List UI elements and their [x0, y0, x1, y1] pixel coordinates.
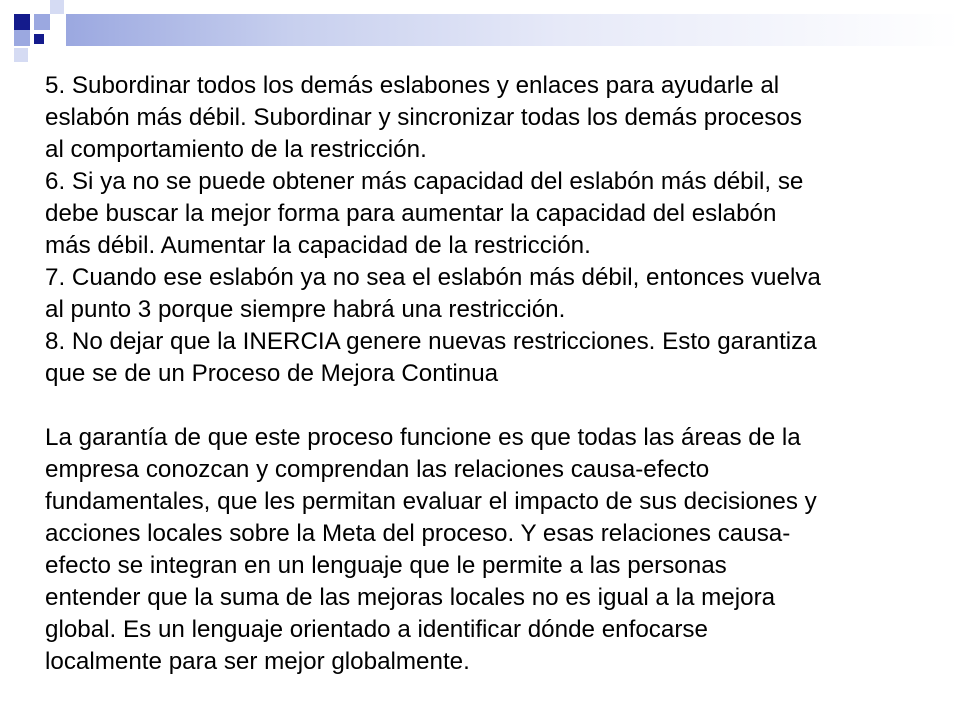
- step-6-line-1: 6. Si ya no se puede obtener más capacidad del eslabón más débil, se: [45, 168, 804, 195]
- step-7-line-2: al punto 3 porque siempre habrá una restricción.: [45, 296, 566, 323]
- closing-line-5: efecto se integran en un lenguaje que le permite a las personas: [45, 552, 727, 579]
- step-8-line-1: 8. No dejar que la INERCIA genere nuevas restricciones. Esto garantiza: [45, 328, 817, 355]
- header-square-navy: [14, 14, 30, 30]
- closing-line-6: entender que la suma de las mejoras locales no es igual a la mejora: [45, 584, 776, 611]
- closing-line-8: localmente para ser mejor globalmente.: [45, 648, 470, 675]
- header-square-blue-left: [14, 30, 30, 46]
- paragraph-gap: [45, 390, 925, 422]
- header-square-pale: [50, 0, 64, 14]
- header-square-pale-left: [14, 48, 28, 62]
- closing-line-4: acciones locales sobre la Meta del proceso. Y esas relaciones causa-: [45, 520, 791, 547]
- closing-line-7: global. Es un lenguaje orientado a identificar dónde enfocarse: [45, 616, 708, 643]
- closing-line-2: empresa conozcan y comprendan las relaciones causa-efecto: [45, 456, 710, 483]
- step-7-line-1: 7. Cuando ese eslabón ya no sea el eslabón más débil, entonces vuelva: [45, 264, 821, 291]
- step-6-line-3: más débil. Aumentar la capacidad de la restricción.: [45, 232, 591, 259]
- header-square-blue: [34, 14, 50, 30]
- header-gradient-bar: [66, 14, 960, 46]
- closing-line-3: fundamentales, que les permitan evaluar el impacto de sus decisiones y: [45, 488, 817, 515]
- closing-line-1: La garantía de que este proceso funcione es que todas las áreas de la: [45, 424, 801, 451]
- step-5-line-3: al comportamiento de la restricción.: [45, 136, 427, 163]
- step-5-line-1: 5. Subordinar todos los demás eslabones y enlaces para ayudarle al: [45, 72, 780, 99]
- step-8-line-2: que se de un Proceso de Mejora Continua: [45, 360, 499, 387]
- step-5-line-2: eslabón más débil. Subordinar y sincronizar todas los demás procesos: [45, 104, 802, 131]
- header-square-navy-small: [34, 34, 44, 44]
- slide-body: [45, 70, 925, 678]
- step-6-line-2: debe buscar la mejor forma para aumentar la capacidad del eslabón: [45, 200, 777, 227]
